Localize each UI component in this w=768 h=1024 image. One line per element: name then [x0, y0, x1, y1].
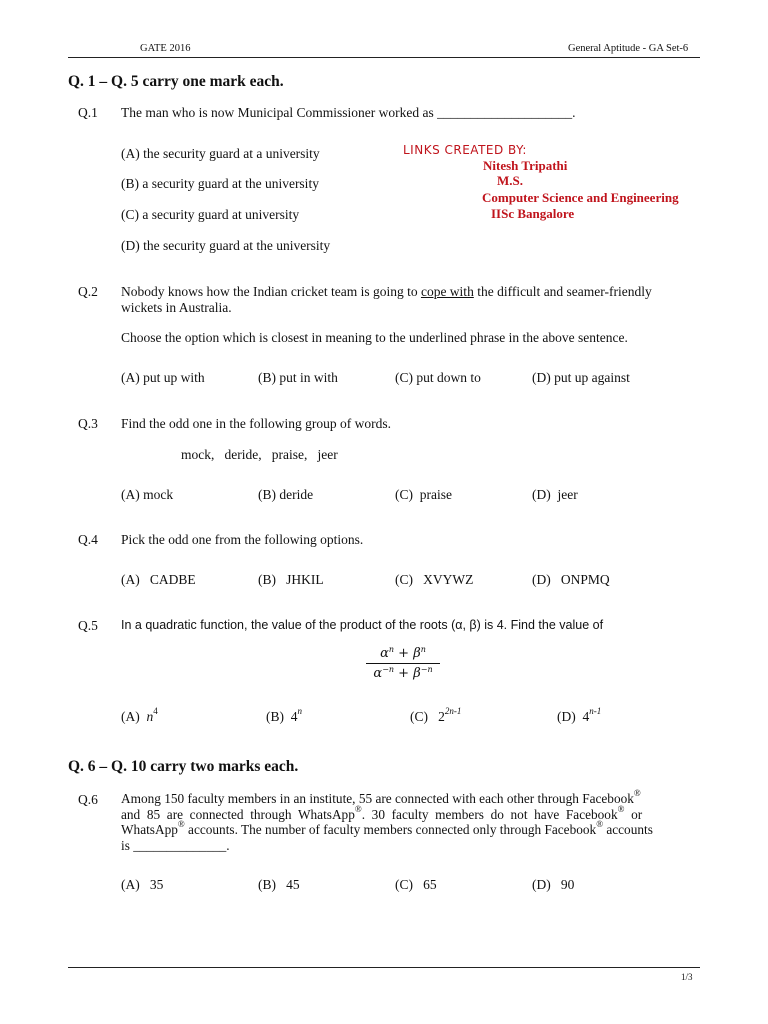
- q4-option-d: (D) ONPMQ: [532, 572, 610, 587]
- q4-option-a: (A) CADBE: [121, 572, 196, 587]
- q5-option-d: (D) 4$^{n-1}$: [557, 706, 602, 724]
- q3-words: mock, deride, praise, jeer: [181, 447, 338, 462]
- credit-degree: M.S.: [497, 173, 523, 188]
- q3-option-a: (A) mock: [121, 487, 174, 502]
- header-rule: [68, 57, 700, 58]
- q2-option-c: (C) put down to: [395, 370, 481, 385]
- q1-option-a: (A) the security guard at a university: [121, 146, 320, 161]
- question-number-2: Q.2: [78, 284, 98, 299]
- credit-heading: LINKS CREATED BY:: [403, 143, 527, 157]
- question-text-6: [121, 788, 701, 853]
- q5-option-a: (A) $n^4$: [121, 706, 158, 724]
- question-text-1: The man who is now Municipal Commissioner worked as ____________________.: [121, 105, 576, 120]
- q4-option-c: (C) XVYWZ: [395, 572, 474, 587]
- q2-option-d: (D) put up against: [532, 370, 630, 385]
- credit-department: Computer Science and Engineering: [482, 190, 679, 205]
- header-right: General Aptitude - GA Set-6: [568, 43, 689, 54]
- question-number-1: Q.1: [78, 105, 98, 120]
- question-text-4: Pick the odd one from the following options.: [121, 532, 364, 547]
- question-text-2: [121, 284, 701, 315]
- fraction-numerator: $\alpha^n + \beta^n$: [380, 645, 426, 661]
- section-heading-1: Q. 1 – Q. 5 carry one mark each.: [68, 73, 284, 90]
- fraction-bar: [366, 663, 440, 664]
- footer-rule: [68, 967, 700, 968]
- q6-line-1: Among 150 faculty members in an institute, 55 are connected with each other through Facebook®: [121, 788, 641, 806]
- question-text-5: In a quadratic function, the value of the product of the roots (α, β) is 4. Find the value of: [121, 618, 604, 632]
- q6-option-c: (C) 65: [395, 877, 437, 892]
- q2-instruction: Choose the option which is closest in meaning to the underlined phrase in the above sentence.: [121, 330, 628, 345]
- q6-line-3: WhatsApp® accounts. The number of faculty members connected only through Facebook® accounts: [121, 819, 653, 837]
- expression-fraction: [366, 646, 440, 681]
- q5-option-b: (B) 4$^n$: [266, 706, 302, 724]
- q1-option-b: (B) a security guard at the university: [121, 176, 319, 191]
- credit-institute: IISc Bangalore: [491, 206, 575, 221]
- q3-option-d: (D) jeer: [532, 487, 578, 502]
- q2-text-part: the difficult and seamer-friendly: [473, 284, 652, 299]
- header-left: GATE 2016: [140, 43, 191, 54]
- q6-line-4: is ______________.: [121, 837, 230, 853]
- q5-option-c: (C) $2^{2n-1}$: [410, 706, 462, 724]
- section-heading-2: Q. 6 – Q. 10 carry two marks each.: [68, 758, 299, 775]
- question-number-3: Q.3: [78, 416, 98, 431]
- question-number-5: Q.5: [78, 618, 98, 633]
- q2-text-line2: wickets in Australia.: [121, 299, 232, 315]
- question-number-6: Q.6: [78, 792, 98, 807]
- q6-option-a: (A) 35: [121, 877, 164, 892]
- fraction-denominator: $\alpha^{-n} + \beta^{-n}$: [373, 665, 433, 681]
- q6-option-b: (B) 45: [258, 877, 300, 892]
- q2-option-b: (B) put in with: [258, 370, 338, 385]
- question-number-4: Q.4: [78, 532, 98, 547]
- q1-option-d: (D) the security guard at the university: [121, 238, 331, 253]
- credit-name: Nitesh Tripathi: [483, 158, 568, 173]
- q3-option-c: (C) praise: [395, 487, 452, 502]
- q3-option-b: (B) deride: [258, 487, 314, 502]
- underlined-phrase: cope with: [420, 284, 474, 299]
- question-text-3: Find the odd one in the following group of words.: [121, 416, 391, 431]
- q6-option-d: (D) 90: [532, 877, 575, 892]
- q6-line-2: and 85 are connected through WhatsApp®. 30 faculty members do not have Facebook® or: [121, 803, 643, 822]
- q2-option-a: (A) put up with: [121, 370, 205, 385]
- page-number: 1/3: [681, 972, 693, 982]
- q1-option-c: (C) a security guard at university: [121, 207, 300, 222]
- q2-text-part: Nobody knows how the Indian cricket team is going to: [121, 284, 421, 299]
- q4-option-b: (B) JHKIL: [258, 572, 324, 587]
